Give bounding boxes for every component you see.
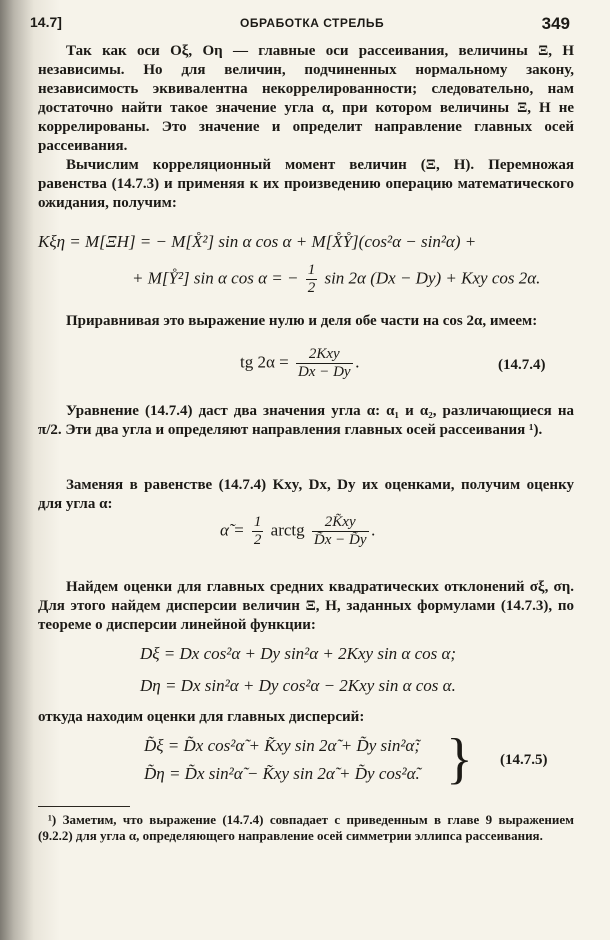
equation-covariance-part-b: sin 2α (Dx − Dy) + Kxy cos 2α.	[324, 268, 541, 288]
equation-variance-xi: Dξ = Dx cos²α + Dy sin²α + 2Kxy sin α cos α;	[140, 644, 457, 663]
paragraph-4	[38, 402, 574, 440]
paragraph-5	[38, 476, 574, 514]
equation-tg2alpha: tg 2α = $\frac{\text{2Kxy}}{Dx - Dy}$ .	[240, 346, 360, 380]
alpha-estimate-left: α̃ =	[220, 520, 245, 540]
equation-main-variance-eta: D̃η = D̃x sin²α̃ − K̃xy sin 2α̃ + D̃y cos²α̃.	[144, 764, 420, 783]
arctg-function: arctg	[270, 520, 305, 540]
fraction-numerator: 1	[253, 514, 262, 530]
paragraph-2-text: Вычислим корреляционный момент величин (Ξ, Η). Перемножая равенства (14.7.3) и применяя к их произведению операцию математического ожидания, получим:	[38, 157, 574, 211]
fraction-tg	[296, 346, 353, 381]
paragraph-3-text: Приравнивая это выражение нулю и деля обе части на cos 2α, имеем:	[66, 313, 538, 329]
equation-number-14-7-5: (14.7.5)	[500, 752, 548, 768]
section-number: 14.7]	[30, 14, 62, 30]
fraction-numerator: 2Kxy	[296, 346, 353, 364]
paragraph-4-text: Уравнение (14.7.4) даст два значения угла α: α₁ и α₂, различающиеся на π/2. Эти два угла и определяют направления главных осей рассеивания ¹).	[38, 403, 574, 438]
fraction-denominator: D̃x − D̃y	[313, 532, 367, 548]
right-brace-icon: }	[446, 728, 473, 790]
equation-covariance-line-1: Kξη = M[ΞΗ] = − M[X̊²] sin α cos α + M[X̊Y̊](cos²α − sin²α) +	[38, 232, 477, 251]
fraction-denominator: 2	[307, 280, 316, 296]
footnote: ¹) Заметим, что выражение (14.7.4) совпадает с приведенным в главе 9 выражением (9.2.2) для угла α, определяющего направление осей симметрии эллипса рассеивания.	[38, 812, 574, 843]
page-number: 349	[541, 14, 570, 33]
equation-covariance-line-2	[132, 262, 540, 297]
paragraph-5-text: Заменяя в равенстве (14.7.4) Kxy, Dx, Dy их оценками, получим оценку для угла α:	[38, 477, 574, 512]
equation-variance-eta: Dη = Dx sin²α + Dy cos²α − 2Kxy sin α cos α.	[140, 676, 456, 695]
fraction-one-half	[306, 262, 318, 297]
paragraph-6-text: Найдем оценки для главных средних квадратических отклонений σξ, ση. Для этого найдем дисперсии величин Ξ, Η, заданных формулами (14.7.3), по теореме о дисперсии линейной функции:	[38, 579, 574, 633]
equation-covariance-part-a: + M[Y̊²] sin α cos α = −	[132, 268, 299, 288]
paragraph-6	[38, 578, 574, 635]
tg-left: tg 2α =	[240, 352, 289, 372]
equation-alpha-estimate: α̃ = $\frac{1}{2}$ arctg $\frac{2K̃xy}{D̃x - D̃y}$ .	[220, 514, 376, 548]
paragraph-7-text: откуда находим оценки для главных дисперсий:	[38, 709, 365, 725]
running-header	[30, 14, 570, 36]
fraction-denominator: Dx − Dy	[297, 364, 351, 380]
chapter-title: ОБРАБОТКА СТРЕЛЬБ	[240, 16, 385, 30]
paragraph-7	[38, 708, 574, 727]
fraction-numerator: 2K̃xy	[312, 514, 369, 532]
footnote-divider	[38, 806, 130, 807]
fraction-arctg-argument	[312, 514, 369, 549]
fraction-numerator: 1	[307, 262, 316, 278]
fraction-one-half	[252, 514, 264, 549]
fraction-denominator: 2	[253, 532, 262, 548]
paragraph-2	[38, 156, 574, 213]
paragraph-1	[38, 42, 574, 156]
equation-main-variance-xi: D̃ξ = D̃x cos²α̃ + K̃xy sin 2α̃ + D̃y sin²α̃;	[144, 736, 421, 755]
paragraph-3	[38, 312, 574, 331]
equation-number-14-7-4: (14.7.4)	[498, 357, 546, 373]
paragraph-1-text: Так как оси Oξ, Oη — главные оси рассеивания, величины Ξ, Η независимы. Но для величин, подчиненных нормальному закону, независимость эквивалентна некоррелированности; следовательно, нам достаточно найти такое значение угла α, при котором величины Ξ, Η не коррелированы. Это значение и определит направление главных осей рассеивания.	[38, 43, 574, 154]
